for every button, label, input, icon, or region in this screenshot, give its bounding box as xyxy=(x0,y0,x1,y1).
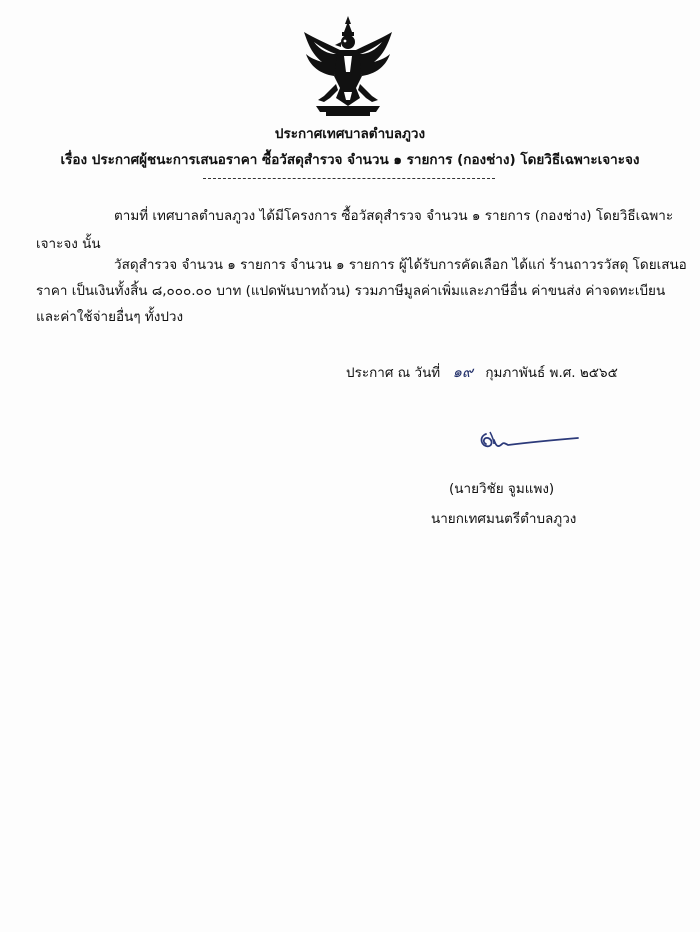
announcement-subject: เรื่อง ประกาศผู้ชนะการเสนอราคา ซื้อวัสดุสำรวจ จำนวน ๑ รายการ (กองช่าง) โดยวิธีเฉพาะเจาะจง xyxy=(60,152,640,168)
signer-name: (นายวิชัย จูมแพง) xyxy=(449,481,555,497)
date-day: ๑๙ xyxy=(452,363,474,381)
paragraph-2-line-2: ราคา เป็นเงินทั้งสิ้น ๘,๐๐๐.๐๐ บาท (แปดพันบาทถ้วน) รวมภาษีมูลค่าเพิ่มและภาษีอื่น ค่าขนส่ง ค่าจดทะเบียน xyxy=(36,283,666,299)
announcement-title: ประกาศเทศบาลตำบลภูวง xyxy=(274,126,426,142)
separator-line xyxy=(203,178,495,179)
date-prefix: ประกาศ ณ วันที่ xyxy=(346,365,441,381)
paragraph-2-line-1: วัสดุสำรวจ จำนวน ๑ รายการ จำนวน ๑ รายการ ผู้ได้รับการคัดเลือก ได้แก่ ร้านถาวรวัสดุ โดยเสนอ xyxy=(114,257,687,273)
paragraph-1-line-1: ตามที่ เทศบาลตำบลภูวง ได้มีโครงการ ซื้อวัสดุสำรวจ จำนวน ๑ รายการ (กองช่าง) โดยวิธีเฉพาะ xyxy=(114,208,674,224)
signer-position: นายกเทศมนตรีตำบลภูวง xyxy=(431,511,577,527)
paragraph-1-line-2: เจาะจง นั้น xyxy=(36,236,101,252)
garuda-emblem-icon xyxy=(300,14,396,118)
signature-icon xyxy=(472,424,582,464)
announcement-date xyxy=(346,360,618,384)
date-month-year: กุมภาพันธ์ พ.ศ. ๒๕๖๕ xyxy=(485,365,618,381)
paragraph-2-line-3: และค่าใช้จ่ายอื่นๆ ทั้งปวง xyxy=(36,309,184,325)
